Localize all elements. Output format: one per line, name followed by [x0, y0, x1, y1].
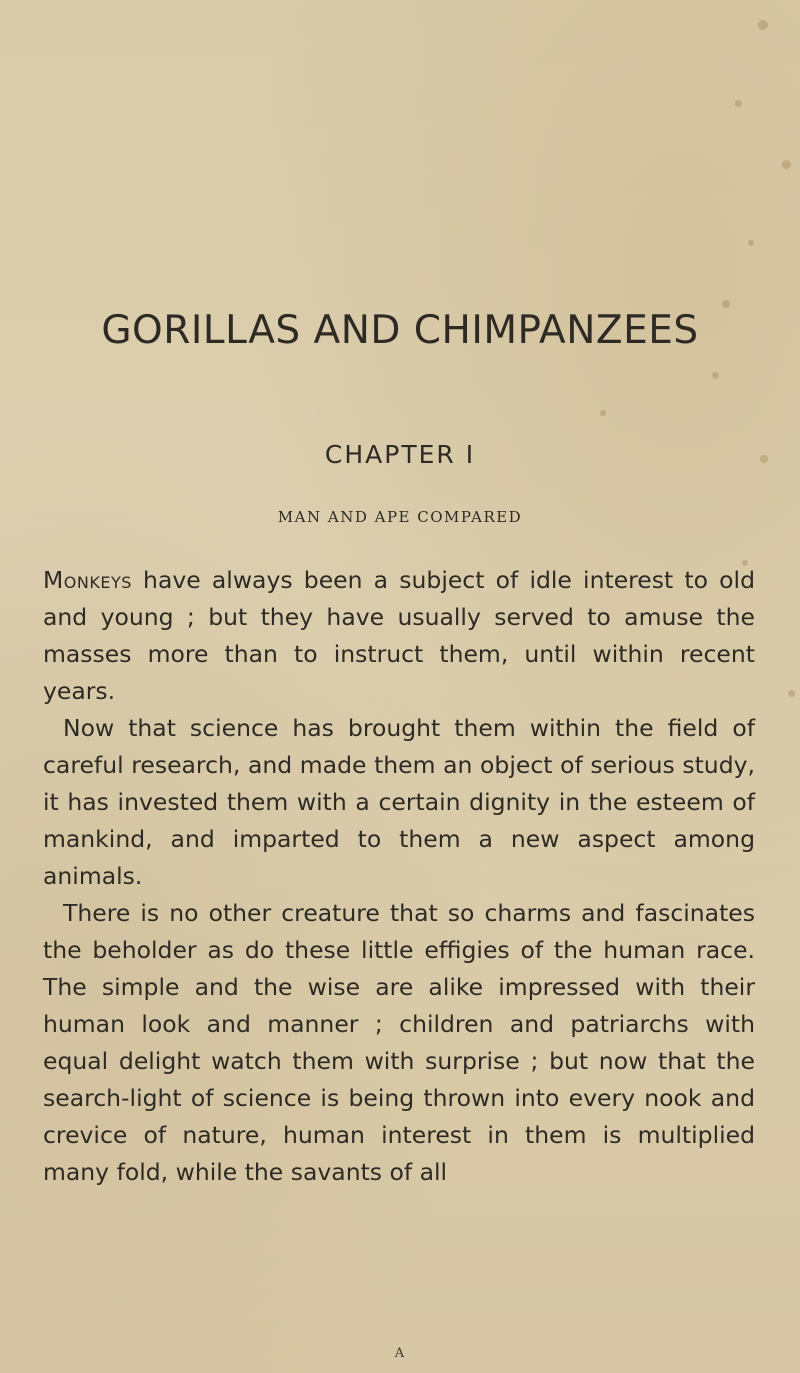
foxing-spot: [788, 690, 795, 697]
chapter-heading: CHAPTER I: [324, 440, 476, 469]
foxing-spot: [758, 20, 768, 30]
foxing-spot: [782, 160, 791, 169]
paragraph-text: There is no other creature that so charms and fascinates the beholder as do these little effigies of the human race. The simple and the wise are alike impressed with their human look and manner ; children and patriarchs with equal delight watch them with surprise ; but now that the search-light of science is being thrown into every nook and crevice of nature, human interest in them is multiplied many fold, while the savants of all: [43, 899, 755, 1186]
foxing-spot: [735, 100, 742, 107]
foxing-spot: [722, 300, 730, 308]
paragraph-text: Now that science has brought them within the field of careful research, and made them an object of serious study, it has invested them with a certain dignity in the esteem of mankind, and imparted to them a new aspect among animals.: [43, 714, 755, 890]
paragraph: [43, 710, 755, 895]
foxing-spot: [748, 240, 754, 246]
signature-mark: A: [394, 1346, 406, 1361]
body-text: [43, 562, 755, 1191]
book-title: GORILLAS AND CHIMPANZEES: [101, 308, 699, 353]
paragraph: [43, 562, 755, 710]
chapter-subtitle: MAN AND APE COMPARED: [277, 508, 523, 526]
foxing-spot: [600, 410, 606, 416]
paragraph: [43, 895, 755, 1191]
paragraph-first-word: Monkeys: [43, 566, 132, 594]
foxing-spot: [712, 372, 719, 379]
paragraph-text: have always been a subject of idle interest to old and young ; but they have usually served to amuse the masses more than to instruct them, until within recent years.: [43, 566, 755, 705]
